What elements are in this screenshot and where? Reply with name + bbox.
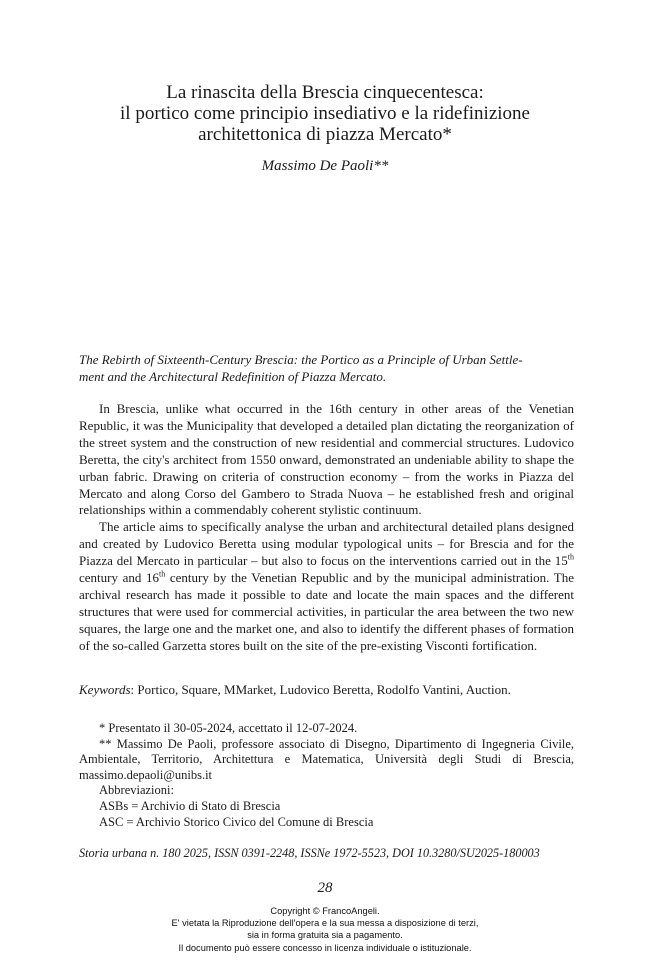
keywords xyxy=(79,681,574,698)
page-number: 28 xyxy=(317,880,333,896)
copyright-line-2: E' vietata la Riproduzione dell'opera e la sua messa a disposizione di terzi, xyxy=(171,918,479,929)
abstract-p2-part-c: century by the Venetian Republic and by the municipal administration. The archival research has made it possible to date and locate the main spaces and the different structures that were used for commercial activities, in particular the area between the two new squares, the large one and the market one, and also to identify the different phases of formation of the so-called Garzetta stores built on the site of the pre-existing Visconti fortification. xyxy=(79,570,574,653)
abstract xyxy=(79,401,574,655)
abbreviation-asc: ASC = Archivio Storico Civico del Comune di Brescia xyxy=(99,814,374,829)
abbreviation-asbs: ASBs = Archivio di Stato di Brescia xyxy=(99,798,281,813)
abstract-p2-part-b: century and 16 xyxy=(79,570,159,586)
footnote-2: ** Massimo De Paoli, professore associato di Disegno, Dipartimento di Ingegneria Civile, Ambientale, Territorio, Architettura e Matematica, Università degli Studi di Brescia, massimo.depaoli@unibs.it xyxy=(79,736,574,782)
abstract-paragraph-2 xyxy=(79,519,574,654)
copyright-notice xyxy=(0,905,650,954)
superscript-th: th xyxy=(567,552,574,562)
article-title xyxy=(60,82,590,145)
abstract-p2-part-a: The article aims to specifically analyse the urban and architectural detailed plans designed and created by Ludovico Beretta using modular typological units – for Brescia and for the Piazza del Mercato in particular – but also to focus on the interventions carried out in the 15 xyxy=(79,519,574,569)
english-title-line-2: ment and the Architectural Redefinition of Piazza Mercato. xyxy=(79,369,387,384)
english-title xyxy=(79,351,574,385)
author-name: Massimo De Paoli** xyxy=(261,158,389,174)
copyright-line-1: Copyright © FrancoAngeli. xyxy=(270,906,380,916)
footnote-1: * Presentato il 30-05-2024, accettato il 12-07-2024. xyxy=(99,721,358,735)
keywords-text: : Portico, Square, MMarket, Ludovico Beretta, Rodolfo Vantini, Auction. xyxy=(130,682,511,697)
superscript-th: th xyxy=(158,569,166,579)
keywords-label: Keywords xyxy=(79,682,131,697)
english-title-line-1: The Rebirth of Sixteenth-Century Brescia: the Portico as a Principle of Urban Settle- xyxy=(79,352,523,367)
title-line-2: il portico come principio insediativo e la ridefinizione xyxy=(120,103,530,124)
footnotes xyxy=(79,721,574,830)
abbreviations-label: Abbreviazioni: xyxy=(99,783,174,798)
title-line-1: La rinascita della Brescia cinquecentesca: xyxy=(166,82,484,103)
title-line-3: architettonica di piazza Mercato* xyxy=(198,124,452,145)
journal-citation: Storia urbana n. 180 2025, ISSN 0391-2248, ISSNe 1972-5523, DOI 10.3280/SU2025-180003 xyxy=(79,846,540,860)
copyright-line-4: Il documento può essere concesso in licenza individuale o istituzionale. xyxy=(178,942,472,953)
abstract-paragraph-1: In Brescia, unlike what occurred in the 16th century in other areas of the Venetian Republic, it was the Municipality that developed a detailed plan dictating the reorganization of the street system and the construction of new residential and commercial structures. Ludovico Beretta, the city's architect from 1550 onward, demonstrated an undeniable ability to shape the urban fabric. Drawing on criteria of construction economy – from the works in Piazza del Mercato and along Corso del Gambero to Strada Nuova – he established fresh and original relationships within a commendably coherent stylistic continuum. xyxy=(79,401,574,518)
copyright-line-3: sia in forma gratuita sia a pagamento. xyxy=(247,930,403,941)
